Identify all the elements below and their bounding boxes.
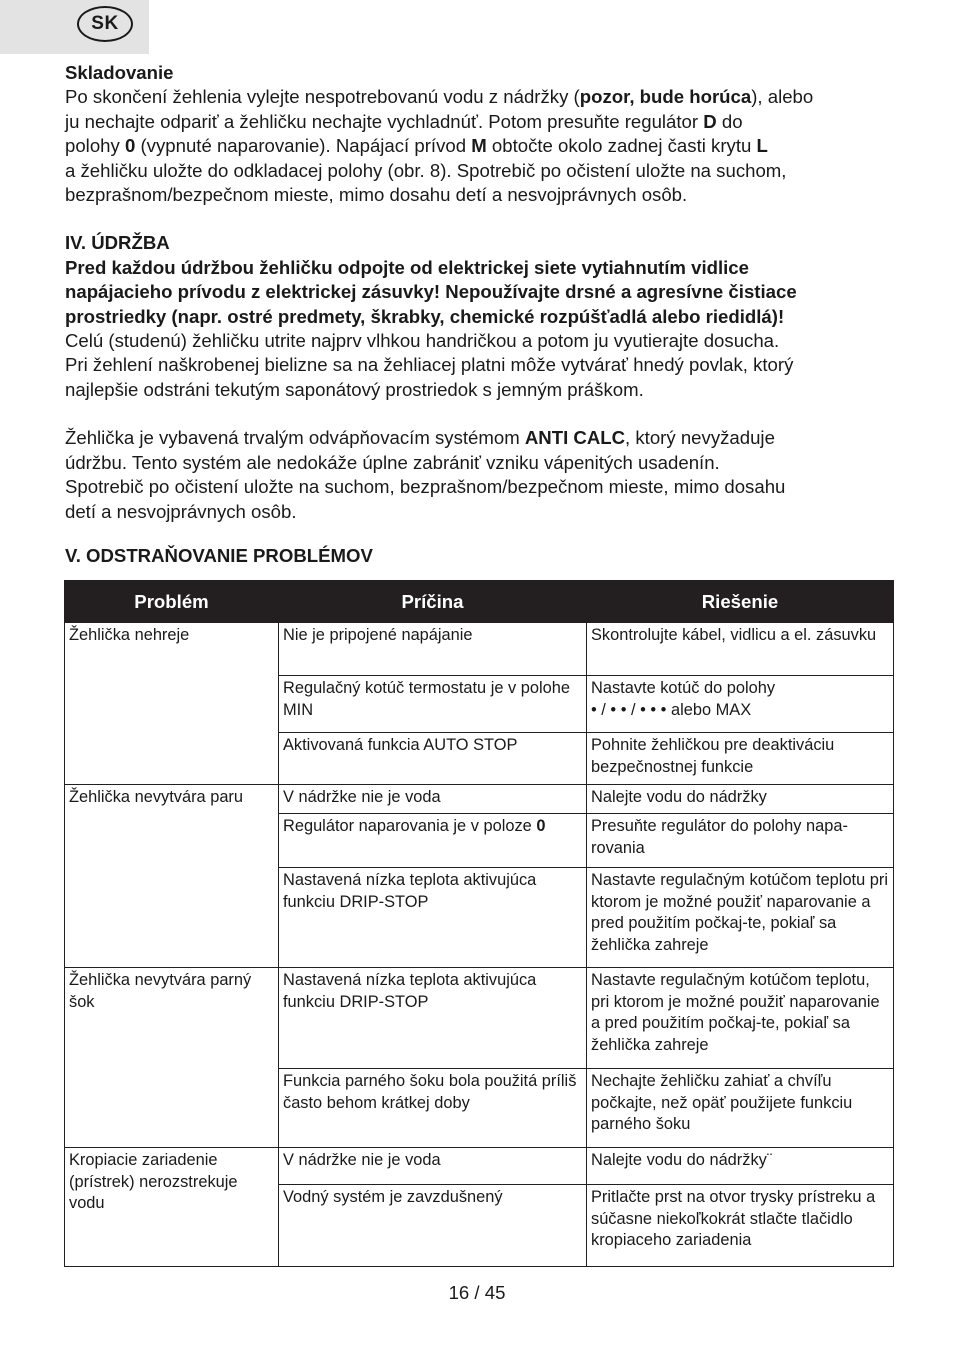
column-header-solution: Riešenie bbox=[587, 581, 894, 623]
cause-cell: Vodný systém je zavzdušnený bbox=[279, 1185, 587, 1267]
cause-cell: Nie je pripojené napájanie bbox=[279, 623, 587, 676]
language-tab bbox=[0, 0, 149, 54]
maintenance-heading: IV. ÚDRŽBA bbox=[65, 232, 170, 254]
cause-cell: V nádržke nie je voda bbox=[279, 1148, 587, 1185]
cause-cell: Aktivovaná funkcia AUTO STOP bbox=[279, 733, 587, 785]
maintenance-warning: Pred každou údržbou žehličku odpojte od elektrickej siete vytiahnutím vidlice napájacieho prívodu z elektrickej zásuvky! Nepoužívajte drsné a agresívne čistiace prostriedky (napr. ostré predmety, škrabky, chemické rozpúšťadlá alebo riedidlá)! bbox=[65, 256, 797, 327]
maintenance-cleaning-text: Celú (studenú) žehličku utrite najprv vlhkou handričkou a potom ju vyutierajte dosucha. Pri žehlení naškrobenej bielizne sa na žehliacej platni môže vytvárať hnedý povlak, ktorý najlepšie odstráni tekutým saponátový prostriedok s jemným práškom. bbox=[65, 330, 794, 400]
table-row bbox=[65, 785, 894, 814]
solution-cell: Nastavte kotúč do polohy • / • • / • • • alebo MAX bbox=[587, 676, 894, 733]
anti-calc-paragraph: Žehlička je vybavená trvalým odvápňovacím systémom ANTI CALC, ktorý nevyžaduje údržbu. Tento systém ale nedokáže úplne zabrániť vzniku vápenitých usadenín. Spotrebič po očistení uložte na suchom, bezprašnom/bezpečnom mieste, mimo dosahu detí a nesvojprávnych osôb. bbox=[65, 427, 786, 522]
column-header-problem: Problém bbox=[65, 581, 279, 623]
solution-cell: Pritlačte prst na otvor trysky prístreku a súčasne niekoľkokrát stlačte tlačidlo kropiaceho zariadenia bbox=[587, 1185, 894, 1267]
cause-cell: Regulátor naparovania je v poloze 0 bbox=[279, 814, 587, 868]
cause-cell: V nádržke nie je voda bbox=[279, 785, 587, 814]
page-content bbox=[65, 61, 895, 568]
cause-cell: Nastavená nízka teplota aktivujúca funkciu DRIP-STOP bbox=[279, 868, 587, 968]
table-row bbox=[65, 968, 894, 1069]
column-header-cause: Príčina bbox=[279, 581, 587, 623]
troubleshooting-table bbox=[64, 580, 894, 1267]
table-row bbox=[65, 623, 894, 676]
table-row bbox=[65, 1148, 894, 1185]
storage-paragraph: Po skončení žehlenia vylejte nespotrebovanú vodu z nádržky (pozor, bude horúca), alebo ju nechajte odpariť a žehličku nechajte vychladnúť. Potom presuňte regulátor D do polohy 0 (vypnuté naparovanie). Napájací prívod M obtočte okolo zadnej časti krytu L a žehličku uložte do odkladacej polohy (obr. 8). Spotrebič po očistení uložte na suchom, bezprašnom/bezpečnom mieste, mimo dosahu detí a nesvojprávnych osôb. bbox=[65, 86, 814, 206]
solution-cell: Presuňte regulátor do polohy napa-rovania bbox=[587, 814, 894, 868]
problem-cell: Žehlička nehreje bbox=[65, 623, 279, 785]
table-header-row bbox=[65, 581, 894, 623]
solution-cell: Pohnite žehličkou pre deaktiváciu bezpečnostnej funkcie bbox=[587, 733, 894, 785]
problem-cell: Žehlička nevytvára parný šok bbox=[65, 968, 279, 1148]
troubleshooting-heading: V. ODSTRAŇOVANIE PROBLÉMOV bbox=[65, 544, 373, 566]
storage-heading: Skladovanie bbox=[65, 62, 174, 83]
cause-cell: Nastavená nízka teplota aktivujúca funkciu DRIP-STOP bbox=[279, 968, 587, 1069]
cause-cell: Funkcia parného šoku bola použitá príliš často behom krátkej doby bbox=[279, 1069, 587, 1148]
solution-cell: Nastavte regulačným kotúčom teplotu pri ktorom je možné použiť naparovanie a pred použitím počkaj-te, pokiaľ sa žehlička zahreje bbox=[587, 868, 894, 968]
problem-cell: Kropiacie zariadenie (prístrek) nerozstrekuje vodu bbox=[65, 1148, 279, 1267]
solution-cell: Nechajte žehličku zahiať a chvíľu počkajte, než opäť použijete funkciu parného šoku bbox=[587, 1069, 894, 1148]
page-number: 16 / 45 bbox=[448, 1282, 506, 1303]
solution-cell: Nastavte regulačným kotúčom teplotu, pri ktorom je možné použiť naparovanie a pred použitím počkaj-te, pokiaľ sa žehlička zahreje bbox=[587, 968, 894, 1069]
language-badge: SK bbox=[77, 6, 133, 42]
solution-cell: Nalejte vodu do nádržky bbox=[587, 785, 894, 814]
problem-cell: Žehlička nevytvára paru bbox=[65, 785, 279, 968]
cause-cell: Regulačný kotúč termostatu je v polohe MIN bbox=[279, 676, 587, 733]
solution-cell: Skontrolujte kábel, vidlicu a el. zásuvku bbox=[587, 623, 894, 676]
solution-cell: Nalejte vodu do nádržky¨ bbox=[587, 1148, 894, 1185]
